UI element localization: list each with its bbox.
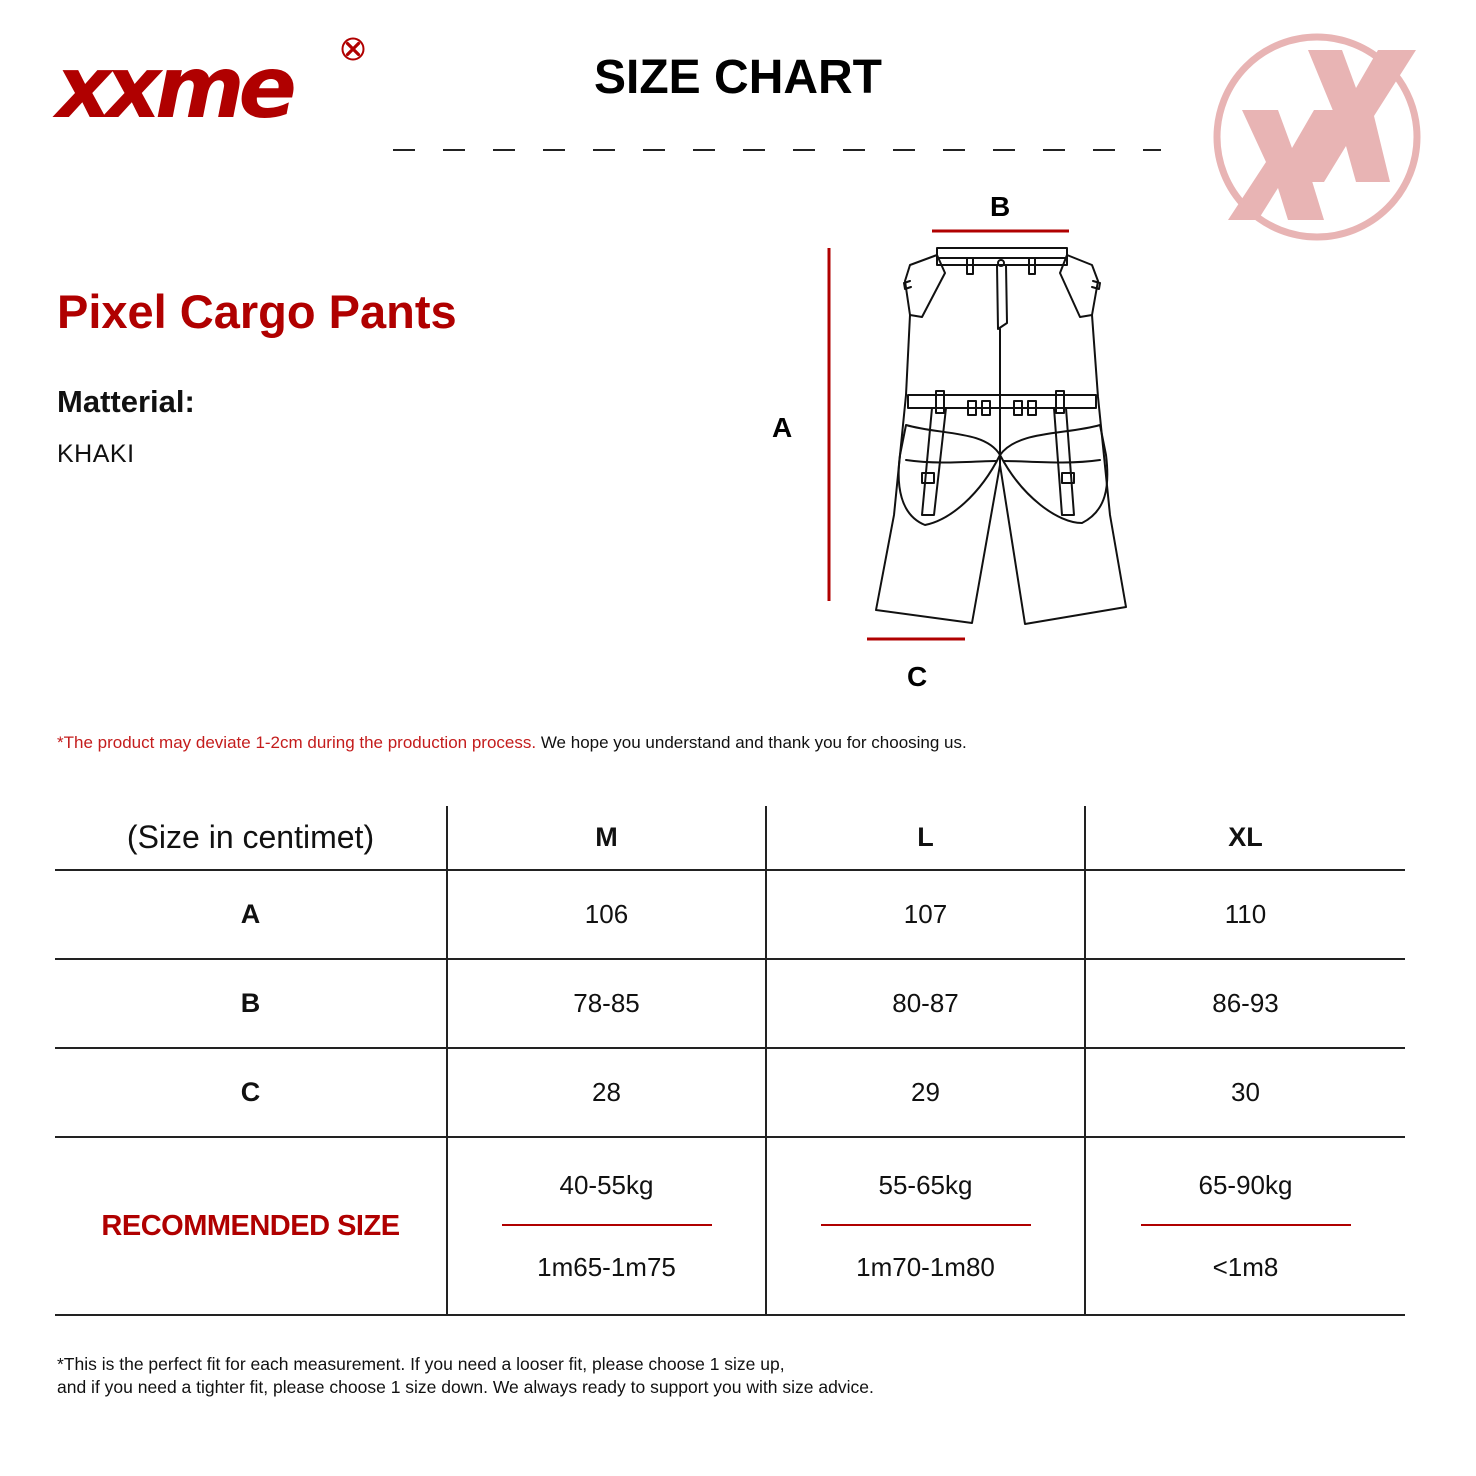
fit-advice-line-2: and if you need a tighter fit, please choose 1 size down. We always ready to support you with size advice. (57, 1377, 874, 1397)
recommended-weight: 40-55kg (559, 1170, 654, 1200)
recommended-divider (502, 1224, 712, 1226)
table-cell: 106 (447, 870, 766, 959)
table-cell: 110 (1085, 870, 1405, 959)
recommended-size-row (55, 1137, 1405, 1315)
table-row (55, 870, 1405, 959)
table-cell: 28 (447, 1048, 766, 1137)
material-value: KHAKI (57, 440, 135, 468)
recommended-divider (1141, 1224, 1351, 1226)
table-cell: 30 (1085, 1048, 1405, 1137)
table-cell: 78-85 (447, 959, 766, 1048)
row-label-a: A (55, 870, 447, 959)
measure-label-a: A (772, 412, 793, 443)
registered-x-icon (340, 36, 366, 62)
row-label-c: C (55, 1048, 447, 1137)
material-label: Matterial: (57, 384, 195, 419)
recommended-height: 1m65-1m75 (537, 1252, 676, 1282)
measure-label-c: C (907, 661, 928, 692)
table-cell: 107 (766, 870, 1085, 959)
title-divider (393, 149, 1161, 151)
recommended-cell-m (447, 1137, 766, 1315)
page-title: SIZE CHART (594, 51, 882, 104)
recommended-size-label: RECOMMENDED SIZE (55, 1137, 447, 1315)
size-header-xl: XL (1085, 806, 1405, 870)
brand-logo (56, 36, 376, 136)
product-name: Pixel Cargo Pants (57, 285, 457, 338)
table-corner-label: (Size in centimet) (55, 806, 447, 870)
row-label-b: B (55, 959, 447, 1048)
recommended-weight: 65-90kg (1198, 1170, 1293, 1200)
brand-logo-text: xxme (56, 38, 291, 138)
recommended-divider (821, 1224, 1031, 1226)
table-row (55, 959, 1405, 1048)
size-table (55, 806, 1405, 1316)
fit-advice-footer (57, 1353, 874, 1399)
fit-advice-line-1: *This is the perfect fit for each measurement. If you need a looser fit, please choose 1 size up, (57, 1354, 785, 1374)
size-header-l: L (766, 806, 1085, 870)
pants-drawing (760, 225, 1180, 695)
recommended-height: 1m70-1m80 (856, 1252, 995, 1282)
recommended-weight: 55-65kg (878, 1170, 973, 1200)
recommended-height: <1m8 (1212, 1252, 1279, 1282)
production-note (57, 732, 967, 754)
recommended-cell-xl (1085, 1137, 1405, 1315)
measure-label-b: B (990, 191, 1011, 222)
size-header-m: M (447, 806, 766, 870)
table-cell: 86-93 (1085, 959, 1405, 1048)
xx-circle-watermark (1212, 32, 1422, 242)
recommended-cell-l (766, 1137, 1085, 1315)
table-cell: 29 (766, 1048, 1085, 1137)
production-note-thanks: We hope you understand and thank you for choosing us. (536, 733, 967, 752)
table-cell: 80-87 (766, 959, 1085, 1048)
cargo-pants-diagram (760, 185, 1180, 695)
table-row (55, 1048, 1405, 1137)
table-header-row (55, 806, 1405, 870)
production-note-warning: *The product may deviate 1-2cm during the production process. (57, 733, 537, 752)
